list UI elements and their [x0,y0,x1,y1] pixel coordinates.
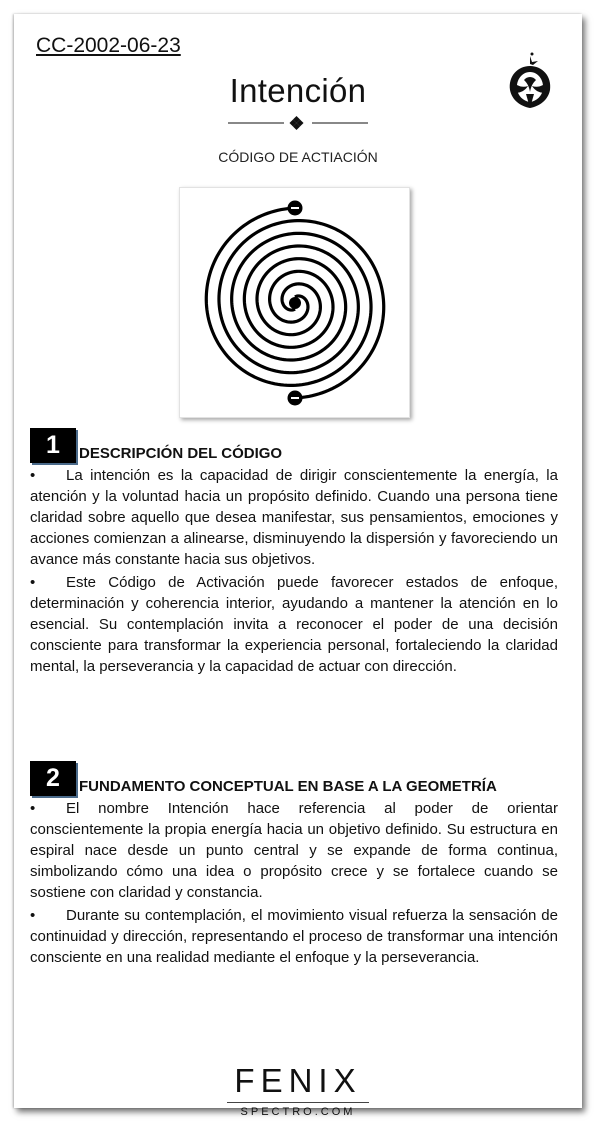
bullet-icon: • [30,907,36,924]
code-card [14,14,582,1118]
bullet-icon: • [30,467,36,484]
section-description [30,428,558,677]
paragraph [30,465,558,570]
spiral-center-dot [289,297,301,309]
paragraph [30,905,558,968]
paragraph-text: El nombre Intención hace referencia al poder de orientar conscientemente la propia energía hacia un objetivo definido. Su estructura en espiral nace desde un punto central y se expande de forma continua, simbolizando cómo una idea o propósito crece y se fortalece cuando se sostiene con claridad y constancia. [30,800,558,901]
footer-divider [227,1102,369,1103]
paragraph-text: La intención es la capacidad de dirigir conscientemente la energía, la atención y la voluntad hacia un propósito definido. Cuando una persona tiene claridad sobre aquello que desea manifestar, sus pensamientos, emociones y acciones comienzan a alinearse, disminuyendo la dispersión y favoreciendo un avance más constante hacia sus objetivos. [30,467,558,568]
paragraph [30,798,558,903]
spiral-icon [180,188,409,417]
code-id: CC-2002-06-23 [36,34,181,57]
section-geometry [30,761,558,968]
code-subtitle: CÓDIGO DE ACTIACIÓN [218,149,378,165]
footer-brand: FENIX [234,1062,362,1099]
section-heading: FUNDAMENTO CONCEPTUAL EN BASE A LA GEOMETRÍA [79,778,497,795]
code-figure [179,187,410,418]
ornament-divider [228,115,368,131]
bullet-icon: • [30,800,36,817]
footer-website: SPECTRO.COM [240,1106,356,1118]
page-title: Intención [229,72,367,109]
bullet-icon: • [30,574,36,591]
paragraph-text: Este Código de Activación puede favorecer estados de enfoque, determinación y coherencia interior, ayudando a mantener la atención en lo esencial. Su contemplación invita a reconocer el poder de una decisión consciente para transformar la experiencia personal, fortaleciendo la claridad mental, la perseverancia y la capacidad de actuar con dirección. [30,574,558,675]
section-heading: DESCRIPCIÓN DEL CÓDIGO [79,445,283,462]
paragraph-text: Durante su contemplación, el movimiento visual refuerza la sensación de continuidad y dirección, representando el proceso de transformar una intención consciente en una realidad mediante el enfoque y la perseverancia. [30,907,558,966]
section-number-badge: 1 [30,428,76,463]
paragraph [30,572,558,677]
section-number-badge: 2 [30,761,76,796]
